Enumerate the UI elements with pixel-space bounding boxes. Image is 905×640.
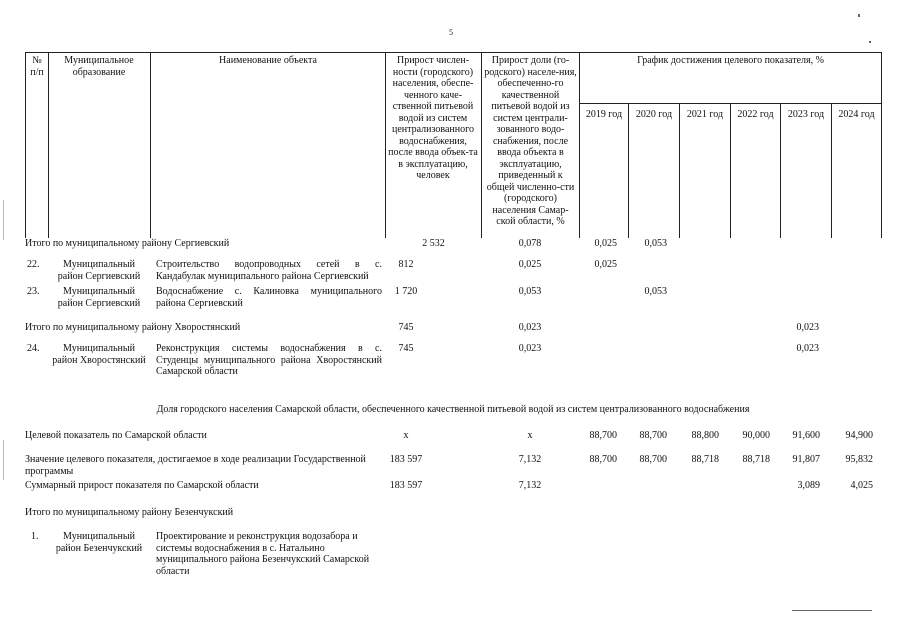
row-municipality: Муниципальный район Хворостянский (52, 343, 146, 366)
row-object: Строительство водопроводных сетей в с. Кандабулак муниципального района Сергиевский (156, 259, 382, 282)
value-2024: 95,832 (845, 454, 873, 465)
indicator-pop: 183 597 (389, 480, 423, 491)
row-object: Водоснабжение с. Калиновка муниципального района Сергиевский (156, 286, 382, 309)
scan-mark (3, 200, 4, 240)
total-share: 0,078 (518, 238, 542, 249)
value-2019: 88,700 (589, 430, 617, 441)
header-year-2022: 2022 год (737, 109, 774, 120)
row-municipality: Муниципальный район Сергиевский (57, 286, 141, 309)
value-2022: 90,000 (742, 430, 770, 441)
total-pop: 745 (398, 322, 414, 333)
header-col-municipality: Муниципальное образование (64, 55, 134, 78)
row-num: 24. (27, 343, 40, 354)
value-2020: 88,700 (639, 430, 667, 441)
header-year-2024: 2024 год (838, 109, 875, 120)
row-2019: 0,025 (594, 259, 617, 270)
value-2021: 88,718 (691, 454, 719, 465)
indicator-label: Целевой показатель по Самарской области (25, 430, 207, 441)
row-object: Реконструкция системы водоснабжения в с. Студенцы муниципального района Хворостянский Самарской области (156, 343, 382, 377)
value-2019: 88,700 (589, 454, 617, 465)
header-col-schedule: График достижения целевого показателя, % (637, 55, 824, 66)
page-number: 5 (449, 28, 453, 37)
total-label: Итого по муниципальному району Хворостянский (25, 322, 241, 333)
header-year-2020: 2020 год (635, 109, 673, 120)
indicator-pop: x (403, 430, 409, 441)
header-year-2021: 2021 год (686, 109, 724, 120)
row-object: Проектирование и реконструкция водозабора и системы водоснабжения в с. Натальино муниципального района Безенчукский Самарской области (156, 531, 370, 577)
row-municipality: Муниципальный район Сергиевский (57, 259, 141, 282)
scan-mark (3, 440, 4, 480)
row-municipality: Муниципальный район Безенчукский (55, 531, 143, 554)
header-col-num: № п/п (30, 55, 44, 78)
indicator-label: Значение целевого показателя, достигаемое в ходе реализации Государственной программы (25, 454, 366, 477)
value-2020: 88,700 (639, 454, 667, 465)
header-col-growth-share: Прирост доли (го-родского) населе-ния, обеспеченно-го качественной питьевой водой из систем централи-зованного водо-снабжения, после ввода объекта в эксплуатацию, приведенный к общей численно-сти (городского) населения Самар-ской области, % (484, 55, 577, 227)
row-share: 0,023 (518, 343, 542, 354)
section-title: Доля городского населения Самарской области, обеспеченного качественной питьевой водой из систем централизованного водоснабжения (156, 404, 750, 415)
value-2023: 91,807 (792, 454, 820, 465)
total-label: Итого по муниципальному району Сергиевский (25, 238, 230, 249)
value-2024: 4,025 (850, 480, 873, 491)
indicator-pop: 183 597 (389, 454, 423, 465)
header-col-growth-population: Прирост числен-ности (городского) населения, обеспе-ченного каче-ственной питьевой водой из систем централизованного водоснабжения, после ввода объек-та в эксплуатацию, человек (388, 55, 478, 181)
row-2020: 0,053 (644, 286, 667, 297)
row-num: 23. (27, 286, 40, 297)
value-2021: 88,800 (691, 430, 719, 441)
row-share: 0,025 (518, 259, 542, 270)
scan-mark (869, 41, 871, 43)
total-2020: 0,053 (644, 238, 667, 249)
total-share: 0,023 (518, 322, 542, 333)
total-2019: 0,025 (594, 238, 617, 249)
row-share: 0,053 (518, 286, 542, 297)
value-2022: 88,718 (742, 454, 770, 465)
row-pop: 745 (398, 343, 414, 354)
value-2023: 91,600 (792, 430, 820, 441)
total-pop: 2 532 (422, 238, 445, 249)
header-year-2023: 2023 год (787, 109, 825, 120)
value-2023: 3,089 (797, 480, 820, 491)
row-num: 1. (31, 531, 39, 542)
value-2024: 94,900 (845, 430, 873, 441)
scan-mark (792, 610, 872, 611)
row-pop: 1 720 (394, 286, 418, 297)
indicator-label: Суммарный прирост показателя по Самарской области (25, 480, 259, 491)
row-pop: 812 (398, 259, 414, 270)
scan-mark (858, 14, 860, 17)
indicator-share: x (527, 430, 533, 441)
header-year-2019: 2019 год (585, 109, 623, 120)
total-2023: 0,023 (796, 322, 819, 333)
row-2023: 0,023 (796, 343, 819, 354)
indicator-share: 7,132 (518, 454, 542, 465)
row-num: 22. (27, 259, 40, 270)
header-col-object: Наименование объекта (219, 55, 317, 66)
indicator-share: 7,132 (518, 480, 542, 491)
total-label: Итого по муниципальному району Безенчукский (25, 507, 234, 518)
